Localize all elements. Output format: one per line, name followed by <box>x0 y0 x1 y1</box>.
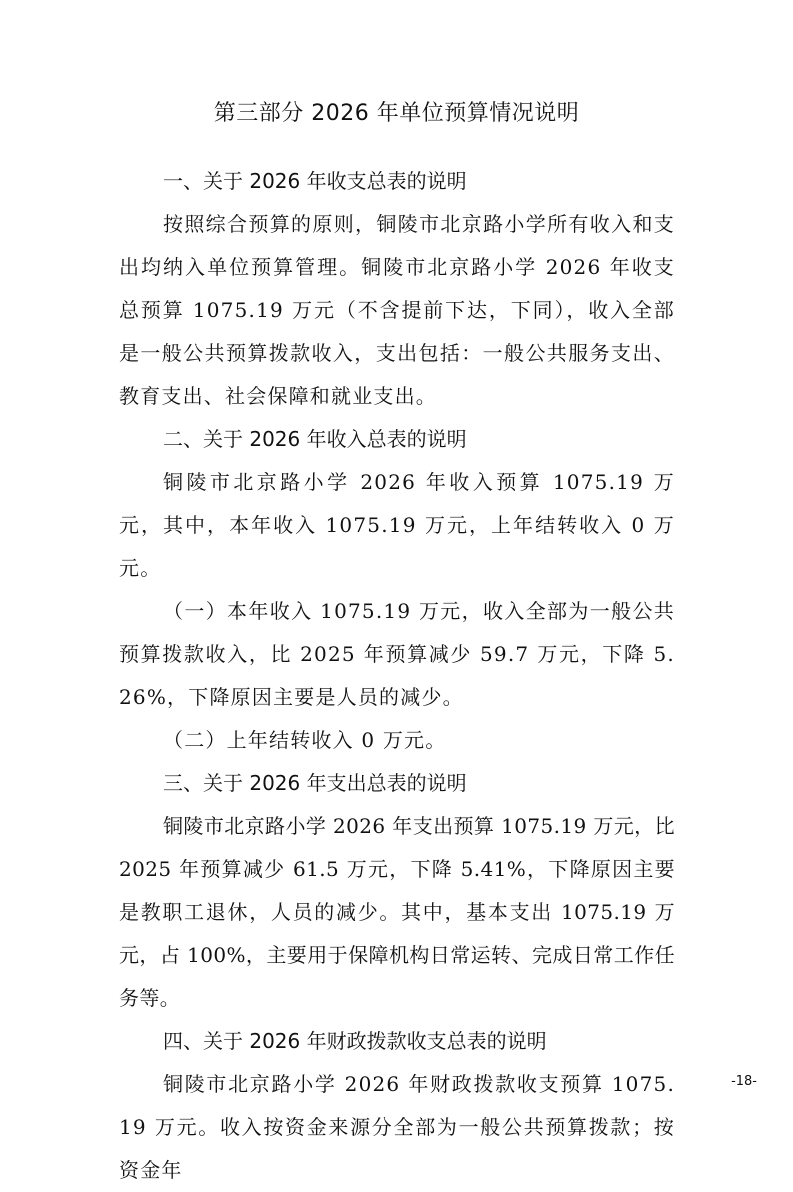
section-fiscal-appropriation-summary <box>119 1020 675 1192</box>
section-heading: 三、关于 2026 年支出总表的说明 <box>163 771 467 795</box>
paragraph: 铜陵市北京路小学 2026 年财政拨款收支预算 1075.19 万元。收入按资金来源分全部为一般公共预算拨款；按资金年 <box>119 1072 675 1182</box>
paragraph: 按照综合预算的原则，铜陵市北京路小学所有收入和支出均纳入单位预算管理。铜陵市北京路小学 2026 年收支总预算 1075.19 万元（不含提前下达，下同），收入全部是一般公共预算拨款收入，支出包括：一般公共服务支出、教育支出、社会保障和就业支出。 <box>119 212 675 408</box>
section-heading: 二、关于 2026 年收入总表的说明 <box>163 427 467 451</box>
page-title: 第三部分 2026 年单位预算情况说明 <box>213 101 580 126</box>
section-income-expense-summary <box>119 160 675 418</box>
paragraph: 铜陵市北京路小学 2026 年收入预算 1075.19 万元，其中，本年收入 1075.19 万元，上年结转收入 0 万元。 <box>119 470 675 580</box>
page-number: -18- <box>731 1074 757 1089</box>
section-expense-summary <box>119 762 675 1020</box>
paragraph: （一）本年收入 1075.19 万元，收入全部为一般公共预算拨款收入，比 2025 年预算减少 59.7 万元，下降 5.26%，下降原因主要是人员的减少。 <box>119 599 675 709</box>
section-heading: 一、关于 2026 年收支总表的说明 <box>163 169 467 193</box>
paragraph: （二）上年结转收入 0 万元。 <box>163 728 447 752</box>
paragraph: 铜陵市北京路小学 2026 年支出预算 1075.19 万元，比 2025 年预算减少 61.5 万元，下降 5.41%，下降原因主要是教职工退休，人员的减少。其中，基本支出 1075.19 万元，占 100%，主要用于保障机构日常运转、完成日常工作任务等。 <box>119 814 675 1010</box>
section-income-summary <box>119 418 675 762</box>
section-heading: 四、关于 2026 年财政拨款收支总表的说明 <box>163 1029 547 1053</box>
document-body <box>119 160 675 1192</box>
